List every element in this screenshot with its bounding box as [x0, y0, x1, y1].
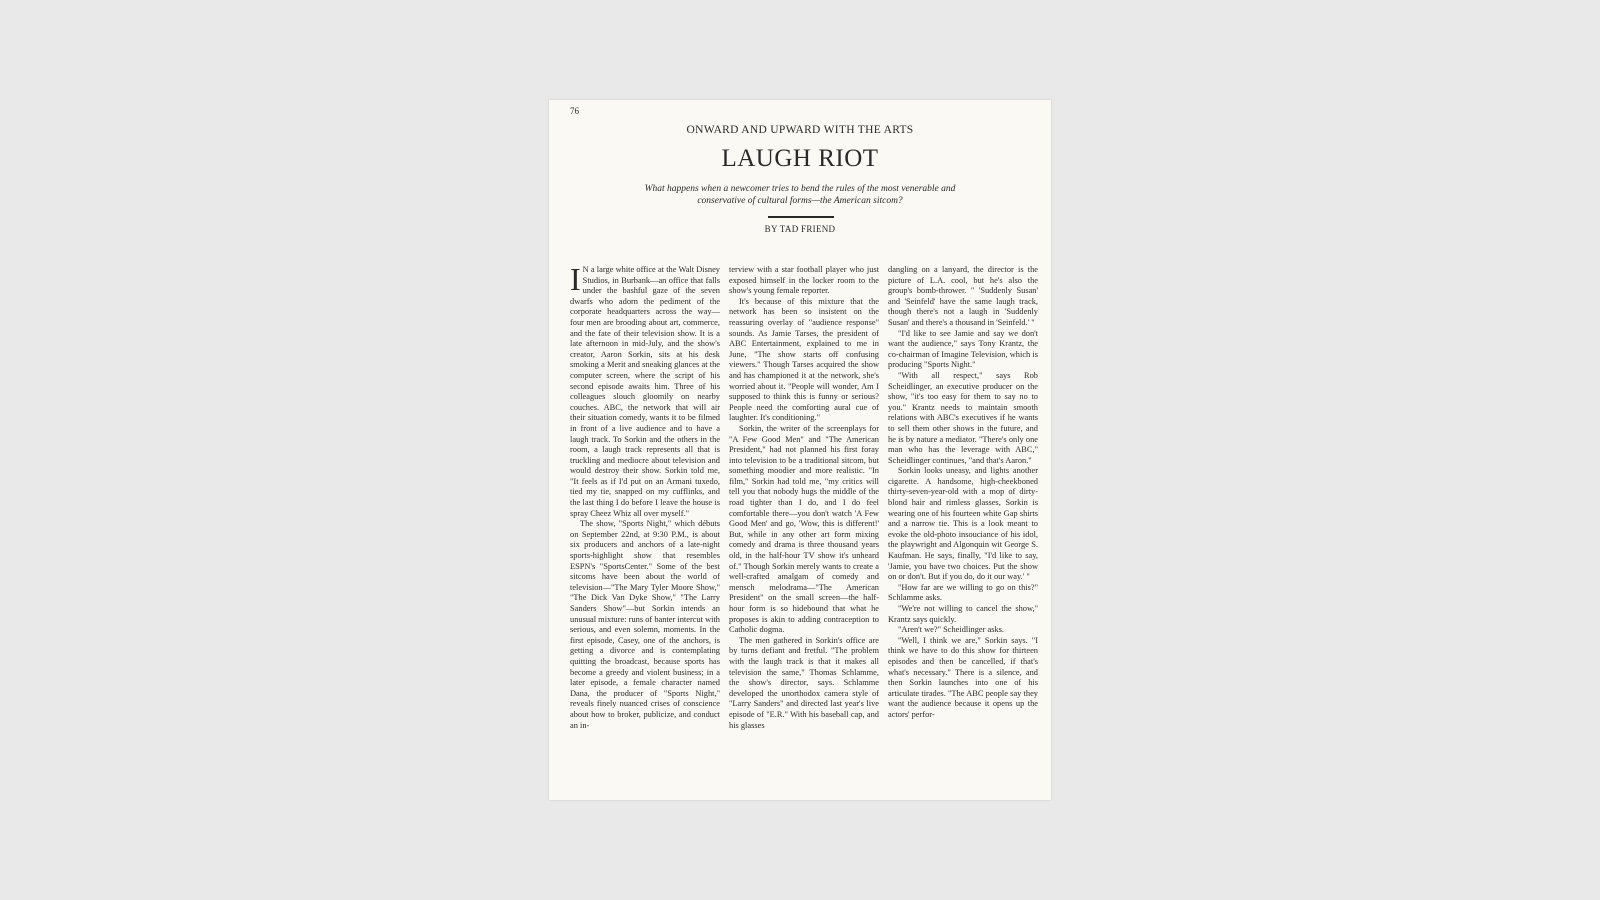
body-paragraph: dangling on a lanyard, the director is the picture of L.A. cool, but he's also the group's bomb-thrower. " 'Suddenly Susan' and 'Seinfeld' have the same laugh track, though there's not a laugh in 'Suddenly Susan' and there's a thousand in 'Seinfeld.' " — [888, 265, 1038, 327]
body-column-3 — [888, 265, 1038, 765]
body-paragraph: The show, "Sports Night," which débuts on September 22nd, at 9:30 P.M., is about six producers and anchors of a late-night sports-highlight show that resembles ESPN's "SportsCenter." Some of the best sitcoms have been about the world of television—"The Mary Tyler Moore Show," "The Dick Van Dyke Show," "The Larry Sanders Show"—but Sorkin intends an unusual mixture: runs of banter intercut with serious, and even solemn, moments. In the first episode, Casey, one of the anchors, is getting a divorce and is contemplating quitting the broadcast, because sports has become a greedy and violent business; in a later episode, a female character named Dana, the producer of "Sports Night," reveals finely nuanced crises of conscience about how to broker, publicize, and conduct an in- — [570, 519, 720, 730]
page-number: 76 — [570, 106, 579, 116]
drop-cap: I — [570, 265, 581, 297]
body-column-1 — [570, 265, 720, 765]
article-byline: BY TAD FRIEND — [764, 224, 836, 234]
magazine-page — [549, 100, 1051, 800]
body-paragraph: terview with a star football player who just exposed himself in the locker room to the show's young female reporter. — [729, 265, 879, 296]
body-paragraph: "How far are we willing to go on this?" Schlamme asks. — [888, 582, 1038, 603]
body-paragraph: Sorkin, the writer of the screenplays for "A Few Good Men" and "The American President," had not planned his first foray into television to be a traditional sitcom, but something moodier and more realistic. "In film," Sorkin had told me, "my critics will tell you that nobody hugs the middle of the road tighter than I do, and I do feel comfortable there—you don't watch 'A Few Good Men' and go, 'Wow, this is different!' But, while in any other art form mixing comedy and drama is three thousand years old, in the half-hour TV show it's unheard of." Though Sorkin merely wants to create a well-crafted amalgam of comedy and mensch melodrama—"The American President" on the small screen—the half-hour form is so hidebound that what he proposes is akin to adding contraception to Catholic dogma. — [729, 423, 879, 635]
body-column-2 — [729, 265, 879, 765]
body-paragraph: "Well, I think we are," Sorkin says. "I think we have to do this show for thirteen episodes and then be cancelled, if that's what's necessary." There is a silence, and then Sorkin launches into one of his articulate tirades. "The ABC people say they want the audience because it opens up the actors' perfor- — [888, 635, 1038, 719]
article-headline: LAUGH RIOT — [721, 145, 879, 172]
body-paragraph: The men gathered in Sorkin's office are by turns defiant and fretful. "The problem with the laugh track is that it makes all television the same," Thomas Schlamme, the show's director, says. Schlamme developed the unorthodox camera style of "Larry Sanders" and directed last year's live episode of "E.R." With his baseball cap, and his glasses — [729, 635, 879, 730]
article-dek: What happens when a newcomer tries to bend the rules of the most venerable and conservative of cultural forms—the American sitcom? — [644, 184, 956, 206]
section-kicker: ONWARD AND UPWARD WITH THE ARTS — [686, 124, 914, 136]
body-paragraph: "With all respect," says Rob Scheidlinger, an executive producer on the show, "it's too easy for them to say no to you." Krantz needs to maintain smooth relations with ABC's executives if he wants to sell them other shows in the future, and he is by nature a mediator. "There's only one man who has the leverage with ABC," Scheidlinger continues, "and that's Aaron." — [888, 370, 1038, 465]
paragraph-text: N a large white office at the Walt Disney Studios, in Burbank—an office that falls under the bashful gaze of the seven dwarfs who adorn the pediment of the corporate headquarters across the way—four men are brooding about art, commerce, and the fate of their television show. It is a late afternoon in mid-July, and the show's creator, Aaron Sorkin, sits at his desk smoking a Merit and sneaking glances at the computer screen, where the script of his second episode awaits him. Three of his colleagues slouch gloomily on nearby couches. ABC, the network that will air their situation comedy, wants it to be filmed in front of a live audience and to have a laugh track. To Sorkin and the others in the room, a laugh track represents all that is truckling and mediocre about television and would destroy their show. Sorkin told me, "It feels as if I'd put on an Armani tuxedo, tied my tie, snapped on my cufflinks, and the last thing I do before I leave the house is spray Cheez Whiz all over myself." — [570, 265, 720, 518]
body-paragraph: "We're not willing to cancel the show," Krantz says quickly. — [888, 604, 1038, 624]
body-paragraph: "Aren't we?" Scheidlinger asks. — [898, 625, 1005, 635]
body-paragraph: "I'd like to see Jamie and say we don't want the audience," says Tony Krantz, the co-chairman of Imagine Television, which is producing "Sports Night." — [888, 328, 1038, 370]
body-paragraph — [570, 265, 720, 519]
body-paragraph: Sorkin looks uneasy, and lights another cigarette. A handsome, high-cheekboned thirty-seven-year-old with a mop of dirty-blond hair and rimless glasses, Sorkin is wearing one of his fourteen white Gap shirts and a narrow tie. This is a look meant to evoke the old-photo insouciance of his idol, the playwright and Algonquin wit George S. Kaufman. He says, finally, "I'd like to say, 'Jamie, you have two choices. Put the show on or don't. But if you do, do it our way.' " — [888, 466, 1038, 582]
divider-rule — [768, 216, 834, 218]
body-paragraph: It's because of this mixture that the network has been so insistent on the reassuring overlay of "audience response" sounds. As Jamie Tarses, the president of ABC Entertainment, explained to me in June, "The show starts off confusing viewers." Though Tarses acquired the show and has championed it at the network, she's worried about it. "People will wonder, Am I supposed to think this is funny or serious? People need the comforting aural cue of laughter. It's conditioning." — [729, 296, 879, 423]
